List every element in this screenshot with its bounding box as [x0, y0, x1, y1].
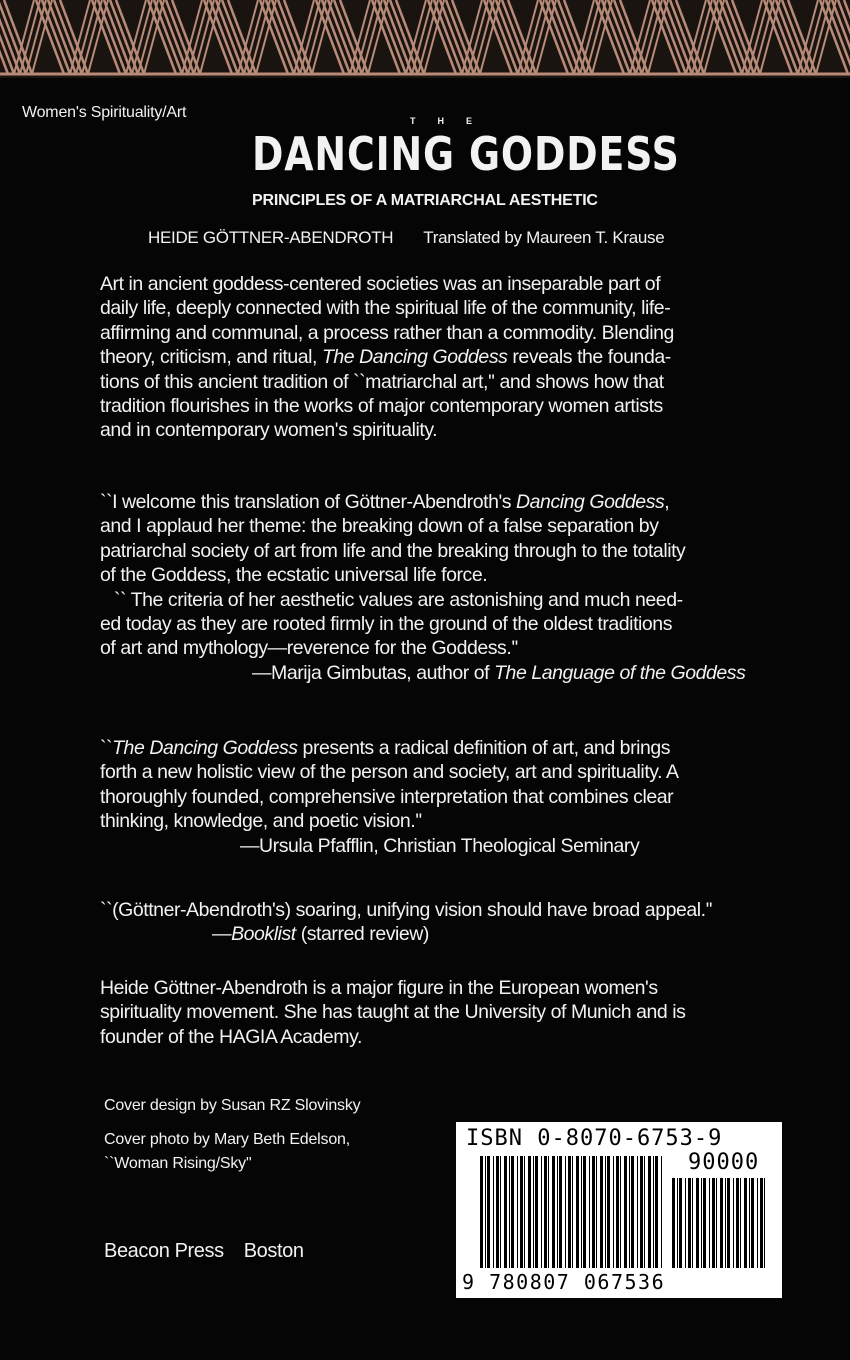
quote-attribution: —Ursula Pfafflin, Christian Theological Seminary — [240, 834, 640, 857]
text-span: reveals the founda- — [507, 346, 671, 369]
publisher-imprint — [104, 1240, 304, 1263]
tribal-pattern-graphic — [0, 0, 850, 78]
title-reference: The Language of the Goddess — [494, 661, 746, 684]
price-code: 90000 — [688, 1150, 760, 1175]
translator-credit: Translated by Maureen T. Krause — [423, 228, 665, 247]
text-line: and I applaud her theme: the breaking down of a false separation by — [100, 515, 659, 538]
text-line: tions of this ancient tradition of ``matriarchal art,'' and shows how that — [100, 370, 664, 393]
text-line: of the Goddess, the ecstatic universal life force. — [100, 564, 488, 587]
text-line: `` The criteria of her aesthetic values are astonishing and much need- — [114, 588, 683, 611]
text-line: ``(Göttner-Abendroth's) soaring, unifying vision should have broad appeal.'' — [100, 899, 713, 921]
quote-pfafflin — [100, 736, 760, 858]
text-line: of art and mythology—reverence for the Goddess.'' — [100, 637, 518, 660]
title-reference: The Dancing Goddess — [321, 346, 508, 369]
text-line: forth a new holistic view of the person and society, art and spirituality. A — [100, 761, 679, 784]
publisher-name: Beacon Press — [104, 1240, 224, 1262]
text-line: thoroughly founded, comprehensive interpretation that combines clear — [100, 785, 674, 808]
decorative-border — [0, 0, 850, 78]
text-line: spirituality movement. She has taught at the University of Munich and is — [100, 1001, 686, 1024]
author-line — [148, 228, 664, 248]
text-line: thinking, knowledge, and poetic vision.'' — [100, 810, 422, 833]
book-subtitle: PRINCIPLES OF A MATRIARCHAL AESTHETIC — [252, 192, 598, 209]
cover-photo-credit — [104, 1128, 350, 1176]
text-line: daily life, deeply connected with the spiritual life of the community, life- — [100, 297, 671, 320]
text-span: (starred review) — [295, 923, 429, 946]
text-span: , — [664, 491, 670, 513]
title-reference: The Dancing Goddess — [112, 737, 298, 759]
author-name: HEIDE GÖTTNER-ABENDROTH — [148, 228, 394, 247]
price-barcode-graphic — [672, 1178, 768, 1268]
text-line: Art in ancient goddess-centered societies was an inseparable part of — [100, 273, 661, 295]
text-span: `` — [100, 737, 113, 759]
ean-barcode-graphic — [480, 1156, 666, 1268]
title-reference: Dancing Goddess — [516, 491, 665, 513]
text-line — [100, 490, 760, 514]
text-line — [100, 345, 760, 369]
quote-attribution — [100, 661, 760, 685]
text-line: ed today as they are rooted firmly in the ground of the oldest traditions — [100, 613, 673, 636]
text-line: affirming and communal, a process rather than a commodity. Blending — [100, 321, 674, 344]
isbn-barcode-box — [456, 1122, 782, 1298]
text-line: ``Woman Rising/Sky'' — [104, 1155, 252, 1172]
title-article: THE — [410, 116, 494, 126]
text-line: Cover photo by Mary Beth Edelson, — [104, 1131, 350, 1148]
text-line: founder of the HAGIA Academy. — [100, 1025, 362, 1048]
title-reference: Booklist — [231, 923, 296, 946]
author-bio — [100, 976, 760, 1049]
category-label: Women's Spirituality/Art — [22, 104, 187, 121]
description-paragraph — [100, 272, 760, 443]
text-span: — — [212, 923, 232, 946]
isbn-number: ISBN 0-8070-6753-9 — [466, 1126, 723, 1151]
quote-gimbutas — [100, 490, 760, 685]
text-span: ``I welcome this translation of Göttner-Abendroth's — [100, 491, 517, 513]
ean-digits: 9 780807 067536 — [462, 1270, 666, 1294]
text-span: —Marija Gimbutas, author of — [252, 661, 495, 684]
quote-booklist — [100, 898, 760, 947]
book-title: DANCING GODDESS — [252, 128, 680, 182]
text-line: patriarchal society of art from life and the breaking through to the totality — [100, 539, 686, 562]
text-line — [100, 736, 760, 760]
cover-design-credit: Cover design by Susan RZ Slovinsky — [104, 1097, 361, 1114]
publisher-city: Boston — [243, 1240, 304, 1262]
quote-attribution — [100, 922, 760, 946]
text-line: Heide Göttner-Abendroth is a major figure in the European women's — [100, 977, 658, 999]
text-span: theory, criticism, and ritual, — [100, 346, 322, 369]
text-line: tradition flourishes in the works of major contemporary women artists — [100, 395, 663, 418]
text-line: and in contemporary women's spirituality. — [100, 419, 438, 442]
text-span: presents a radical definition of art, and brings — [297, 737, 671, 759]
